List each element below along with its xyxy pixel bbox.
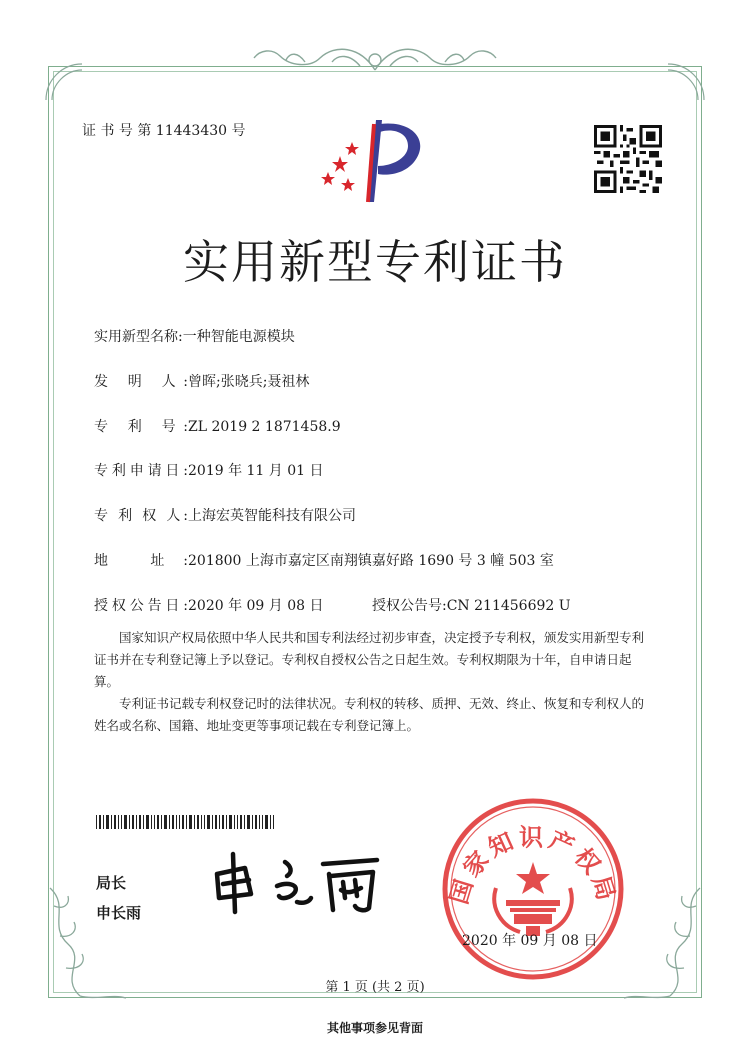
seal-date: 2020 年 09 月 08 日 xyxy=(462,933,598,949)
certificate-title: 实用新型专利证书 xyxy=(183,235,567,289)
director-name: 申长雨 xyxy=(96,904,142,922)
grant-statement xyxy=(94,627,656,693)
field-value: 一种智能电源模块 xyxy=(182,329,295,345)
field-label: 发 明 人: xyxy=(94,374,188,390)
qr-code-icon xyxy=(594,125,662,193)
field-utility-model-name xyxy=(94,326,295,346)
legal-status-statement xyxy=(94,693,656,737)
field-label: 授权公告号: xyxy=(372,598,447,614)
field-label: 地 址: xyxy=(94,553,188,569)
field-grant-announcement-date xyxy=(94,595,324,615)
field-label: 专 利 号: xyxy=(94,419,188,435)
field-patent-number xyxy=(94,416,341,436)
field-value: 2019 年 11 月 01 日 xyxy=(188,463,324,479)
field-label: 专利申请日: xyxy=(94,463,188,479)
field-label: 专 利 权 人: xyxy=(94,508,188,524)
field-label: 实用新型名称: xyxy=(94,329,183,345)
top-ornament xyxy=(250,40,500,76)
director-signature xyxy=(205,846,395,918)
field-application-date xyxy=(94,460,324,480)
field-value: CN 211456692 U xyxy=(446,598,571,614)
field-inventors xyxy=(94,371,309,391)
field-grant-announcement-number xyxy=(372,595,571,615)
official-seal-icon xyxy=(440,796,626,982)
field-value: 曾晖;张晓兵;聂祖林 xyxy=(188,374,310,390)
director-title: 局长 xyxy=(96,874,127,892)
footer-note: 其他事项参见背面 xyxy=(326,1021,423,1035)
field-label: 授权公告日: xyxy=(94,598,188,614)
field-value: 上海宏英智能科技有限公司 xyxy=(188,508,356,524)
grant-paragraph: 国家知识产权局依照中华人民共和国专利法经过初步审查，决定授予专利权，颁发实用新型专利证书并在专利登记簿上予以登记。专利权自授权公告之日起生效。专利权期限为十年，自申请日起算。 xyxy=(94,630,645,689)
field-address xyxy=(94,550,554,570)
page-number: 第 1 页 (共 2 页) xyxy=(325,980,425,995)
certificate-number: 证 书 号 第 11443430 号 xyxy=(82,123,246,139)
field-patentee xyxy=(94,505,356,525)
field-value: 201800 上海市嘉定区南翔镇嘉好路 1690 号 3 幢 503 室 xyxy=(188,553,554,569)
field-value: 2020 年 09 月 08 日 xyxy=(188,598,324,614)
cnipa-logo-icon xyxy=(318,114,432,206)
corner-ornament-top-right xyxy=(666,62,706,102)
legal-paragraph: 专利证书记载专利权登记时的法律状况。专利权的转移、质押、无效、终止、恢复和专利权人的姓名或名称、国籍、地址变更等事项记载在专利登记簿上。 xyxy=(94,696,645,733)
svg-text:国家知识产权局: 国家知识产权局 xyxy=(444,823,622,908)
field-value: ZL 2019 2 1871458.9 xyxy=(188,419,341,435)
corner-ornament-top-left xyxy=(44,62,84,102)
barcode-icon xyxy=(96,815,274,829)
